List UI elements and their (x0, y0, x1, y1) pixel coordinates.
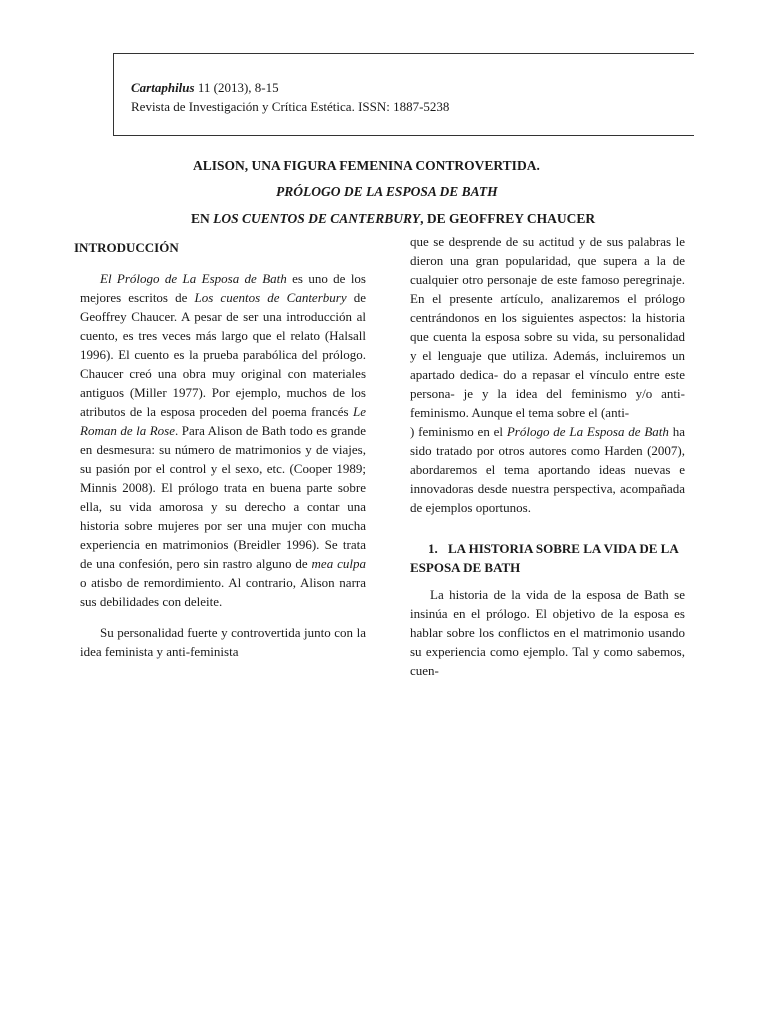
title-line3-italic: LOS CUENTOS DE CANTERBURY (213, 211, 421, 226)
journal-subtitle: Revista de Investigación y Crítica Estética. ISSN: 1887-5238 (131, 99, 450, 114)
title-line3-prefix: EN (191, 211, 214, 226)
section-number: 1. (428, 541, 438, 556)
intro-paragraph-2: Su personalidad fuerte y controvertida junto con la idea feminista y anti-feminista (80, 625, 366, 659)
article-subtitle: PRÓLOGO DE LA ESPOSA DE BATH (276, 184, 498, 199)
title-line3-suffix: , DE GEOFFREY CHAUCER (420, 211, 596, 226)
section-heading-1 (410, 539, 685, 577)
italic-span: Le Roman de la Rose (80, 404, 366, 438)
text-span: ha sido tratado por otros autores como Harden (2007), abordaremos el tema aportando ideas nuevas e innovadoras desde nuestra perspectiva, acompañada de ejemplos oportunos. (410, 424, 685, 515)
italic-span: Los cuentos de Canterbury (194, 290, 347, 305)
text-span: . Para Alison de Bath todo es grande en desmesura: su número de matrimonios y de viajes, su pasión por el control y el sexo, etc. (Cooper 1989; Minnis 2008). El prólogo trata en buena parte sobre ella, su vida amorosa y su derecho a contar una historia sobre mujeres por ser una mujer con mucha experiencia en matrimonios (Breidler 1996). Se trata de una confesión, pero sin rastro alguno de (80, 423, 367, 571)
section-heading-introduccion: INTRODUCCIÓN (74, 240, 179, 255)
section-1-paragraph: La historia de la vida de la esposa de Bath se insinúa en el prólogo. El objetivo de la esposa es hablar sobre los conflictos en el matrimonio usando su experiencia como ejemplo. Tal y como sabemos, cuen- (410, 587, 685, 678)
intro-paragraph-continued (410, 232, 685, 517)
journal-issue: 11 (2013), 8-15 (194, 80, 279, 95)
right-column (410, 232, 685, 680)
italic-span: Prólogo de La Esposa de Bath (506, 424, 669, 439)
article-subtitle-line3 (191, 211, 595, 227)
text-span: ) feminismo en el (410, 424, 507, 439)
paragraph-gap (80, 611, 366, 623)
journal-name: Cartaphilus (131, 80, 195, 95)
left-column (74, 238, 367, 661)
section-gap (410, 517, 685, 539)
text-span: que se desprende de su actitud y de sus palabras le dieron una gran popularidad, que supera a la de cualquier otro personaje de este famoso peregrinaje. En el presente artículo, analizaremos el prólogo centrándonos en los siguientes aspectos: la historia que cuenta la esposa sobre su vida, su personalidad y el lenguaje que utiliza. Además, incluiremos un apartado dedica- do a repasar el vínculo entre este persona- je y la idea del feminismo y/o anti-feminismo. Aunque el tema sobre el (anti- (410, 234, 685, 420)
italic-span: mea culpa (311, 556, 366, 571)
article-title: ALISON, UNA FIGURA FEMENINA CONTROVERTIDA. (193, 158, 540, 173)
italic-span: El Prólogo de La Esposa de Bath (100, 271, 287, 286)
intro-paragraph-1 (80, 269, 366, 611)
text-span: de Geoffrey Chaucer. A pesar de ser una introducción al cuento, es tres veces más largo que el relato (Halsall 1996). El cuento es la prueba parabólica del prólogo. Chaucer creó una obra muy original con materiales antiguos (Miller 1977). Por ejemplo, muchos de los atributos de la esposa proceden del poema francés (80, 290, 367, 419)
journal-header-box (113, 53, 694, 136)
journal-citation (131, 78, 694, 97)
text-span: o atisbo de remordimiento. Al contrario, Alison narra sus debilidades con deleite. (80, 575, 366, 609)
text-span: es uno de los mejores escritos de (80, 271, 366, 305)
section-title: LA HISTORIA SOBRE LA VIDA DE LA ESPOSA DE BATH (410, 541, 678, 575)
